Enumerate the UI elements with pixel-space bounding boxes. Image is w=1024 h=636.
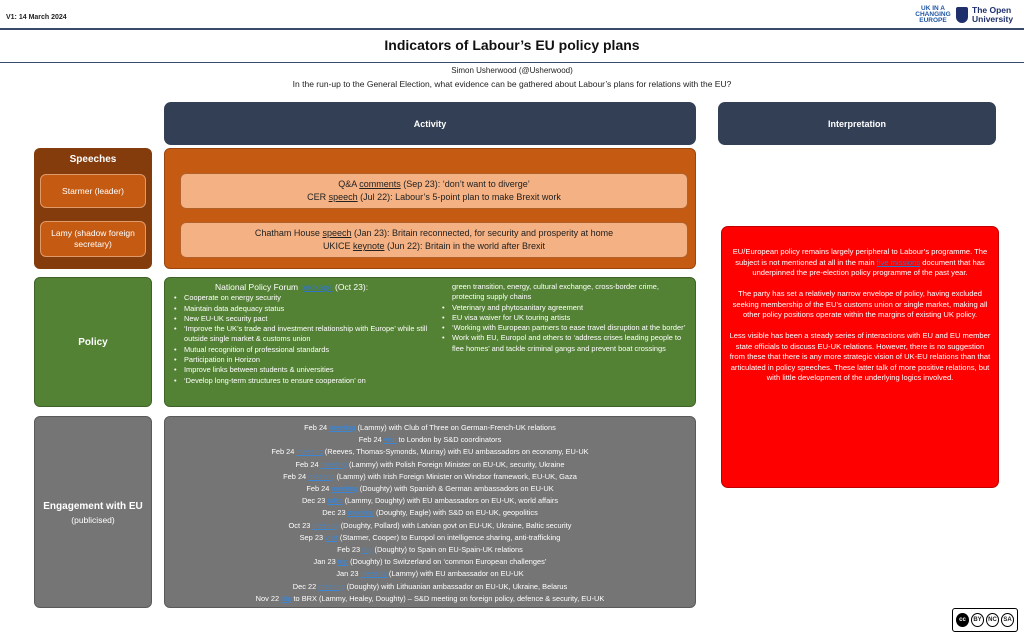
engagement-item: Jan 23 trip (Doughty) to Switzerland on ‘common European challenges’ [313, 557, 547, 567]
interpretation-box [721, 226, 999, 488]
npf-package-link[interactable]: package [300, 282, 333, 292]
policy-item: • New EU-UK security pact [171, 314, 429, 324]
engagement-item: Oct 23 meeting (Doughty, Pollard) with Latvian govt on EU-UK, Ukraine, Baltic security [288, 520, 572, 530]
policy-item: • ‘Improve the UK’s trade and investment relationship with Europe’ while still outside single market & customs union [171, 324, 429, 345]
engagement-link[interactable]: meeting [312, 520, 339, 530]
open-university-logo: The Open University [972, 5, 1014, 24]
starmer-speech-link[interactable]: speech [328, 192, 358, 202]
open-university-shield-icon [956, 7, 968, 23]
title-divider [0, 62, 1024, 63]
engagement-item: Feb 24 meeting (Lammy) with Irish Foreign Minister on Windsor framework, EU-UK, Gaza [283, 471, 577, 481]
research-question: In the run-up to the General Election, what evidence can be gathered about Labour’s plans for relations with the EU? [292, 79, 732, 89]
starmer-speech-2: CER speech (Jul 22): Labour’s 5-point plan to make Brexit work [307, 192, 561, 202]
engagement-item: Jan 23 meeting (Lammy) with EU ambassador on EU-UK [336, 569, 524, 579]
logos [914, 6, 1016, 24]
npf-heading: National Policy Forum package (Oct 23): [215, 282, 369, 292]
policy-column-left [171, 282, 429, 406]
policy-item: • Mutual recognition of professional standards [171, 345, 429, 355]
policy-item: • ‘Develop long-term structures to ensure cooperation’ on [171, 376, 429, 386]
engagement-row-label [34, 416, 152, 608]
interpretation-paragraph-1: EU/European policy remains largely peripheral to Labour’s programme. The subject is not mentioned at all in the main five missions document that has underpinned the pre-election policy programme of the past year. [732, 247, 988, 277]
activity-column-header [164, 102, 696, 145]
policy-item: • EU visa waiver for UK touring artists [439, 313, 689, 323]
speaker-starmer-label: Starmer (leader) [62, 185, 124, 196]
engagement-item: Dec 23 talks (Lammy, Doughty) with EU ambassadors on EU-UK, world affairs [301, 496, 559, 506]
policy-item: • Cooperate on energy security [171, 293, 429, 303]
engagement-link[interactable]: talks [327, 496, 343, 506]
policy-continuation: green transition, energy, cultural exchange, cross-border crime, protecting supply chains [452, 282, 659, 302]
lamy-keynote-link[interactable]: keynote [352, 241, 385, 251]
policy-item: • Veterinary and phytosanitary agreement [439, 303, 689, 313]
lamy-speech-2: UKICE keynote (Jun 22): Britain in the world after Brexit [322, 241, 546, 251]
engagement-link[interactable]: trip [362, 545, 373, 555]
engagement-link[interactable]: trip [337, 557, 349, 567]
starmer-comments-link[interactable]: comments [359, 179, 401, 189]
sa-icon: SA [1001, 613, 1014, 627]
speaker-lamy-label: Lamy (shadow foreign secretary) [51, 228, 135, 249]
engagement-link[interactable]: meeting [360, 569, 387, 579]
cc-license-badge[interactable] [952, 608, 1018, 632]
engagement-activity-panel [164, 416, 696, 608]
engagement-link[interactable]: meeting [296, 447, 323, 457]
lamy-speech-link[interactable]: speech [322, 228, 352, 238]
engagement-item: Feb 23 trip (Doughty) to Spain on EU-Spain-UK relations [337, 545, 523, 555]
activity-header-label: Activity [413, 118, 447, 129]
engagement-item: Dec 23 meeting (Doughty, Eagle) with S&D on EU-UK, geopolitics [322, 508, 538, 518]
engagement-item: Feb 24 visit to London by S&D coordinators [358, 435, 502, 445]
engagement-link[interactable]: meeting [318, 581, 345, 591]
policy-label: Policy [78, 336, 108, 348]
engagement-link[interactable]: meeting [347, 508, 374, 518]
engagement-link[interactable]: visit [325, 532, 338, 542]
lamy-speech-1: Chatham House speech (Jan 23): Britain reconnected, for security and prosperity at home [254, 228, 614, 238]
engagement-item: Sep 23 visit (Starmer, Cooper) to Europol on intelligence sharing, anti-trafficking [299, 532, 561, 542]
interpretation-paragraph-3: Less visible has been a steady series of interactions with EU and EU member state officials to discuss EU-UK relations. However, there is no suggestion from these that there is any more strategic vision of UK-EU relations than that articulated in policy speeches. These latter talk of more positive relations, but with little development of the underlying logics involved. [729, 331, 991, 382]
engagement-item: Dec 22 meeting (Doughty) with Lithuanian ambassador on EU-UK, Ukraine, Belarus [292, 581, 568, 591]
by-icon: BY [971, 613, 984, 627]
lamy-speeches-box [180, 222, 688, 258]
policy-list-left [171, 293, 429, 386]
policy-list-right [439, 303, 689, 354]
engagement-item: Feb 24 meeting (Doughty) with Spanish & German ambassadors on EU-UK [306, 484, 554, 494]
interpretation-header-label: Interpretation [827, 118, 886, 129]
engagement-link[interactable]: meeting [308, 471, 335, 481]
policy-item: • Maintain data adequacy status [171, 304, 429, 314]
version-label: V1: 14 March 2024 [6, 14, 67, 21]
five-missions-link[interactable]: five missions [876, 257, 921, 267]
engagement-item: Feb 24 meeting (Lammy) with Club of Three on German-French-UK relations [304, 423, 556, 432]
speaker-starmer [40, 174, 146, 208]
engagement-item: Nov 22 trip to BRX (Lammy, Healey, Doughty) – S&D meeting on foreign policy, defence & security, EU-UK [255, 593, 605, 603]
ukice-logo: UK IN A CHANGING EUROPE [915, 5, 951, 24]
engagement-link[interactable]: trip [281, 593, 292, 603]
policy-activity-panel [164, 277, 696, 407]
speeches-label: Speeches [69, 154, 117, 165]
speaker-lamy [40, 221, 146, 257]
engagement-link[interactable]: meeting [331, 484, 358, 494]
header-divider [0, 28, 1024, 30]
engagement-link[interactable]: visit [383, 435, 397, 445]
policy-item: • ‘Working with European partners to ease travel disruption at the border’ [439, 323, 689, 333]
nc-icon: NC [986, 613, 999, 627]
cc-icon: cc [956, 613, 969, 627]
engagement-link[interactable]: meeting [329, 423, 356, 432]
author: Simon Usherwood (@Usherwood) [451, 66, 573, 75]
policy-column-right [439, 282, 689, 406]
engagement-sublabel: (publicised) [71, 514, 115, 525]
policy-row-label [34, 277, 152, 407]
engagement-item: Feb 24 meeting (Reeves, Thomas-Symonds, Murray) with EU ambassadors on economy, EU-UK [271, 447, 589, 457]
engagement-label: Engagement with EU [43, 500, 143, 512]
interpretation-column-header [718, 102, 996, 145]
interpretation-paragraph-2: The party has set a relatively narrow envelope of policy, having excluded seeking membership of the EU’s customs union or single market, making all other policy positions operate within the margins of existing UK policy. [732, 289, 988, 319]
policy-item: • Improve links between students & universities [171, 365, 429, 375]
page-title: Indicators of Labour’s EU policy plans [384, 37, 640, 53]
engagement-link[interactable]: meeting [320, 459, 347, 469]
engagement-item: Feb 24 meeting (Lammy) with Polish Foreign Minister on EU-UK, security, Ukraine [295, 459, 565, 469]
policy-item: • Work with EU, Europol and others to ‘address crises leading people to flee homes’ and tackle criminal gangs and prevent boat crossings [439, 333, 689, 354]
starmer-speeches-box [180, 173, 688, 209]
starmer-speech-1: Q&A comments (Sep 23): ‘don’t want to diverge’ [338, 179, 530, 189]
policy-item: • Participation in Horizon [171, 355, 429, 365]
